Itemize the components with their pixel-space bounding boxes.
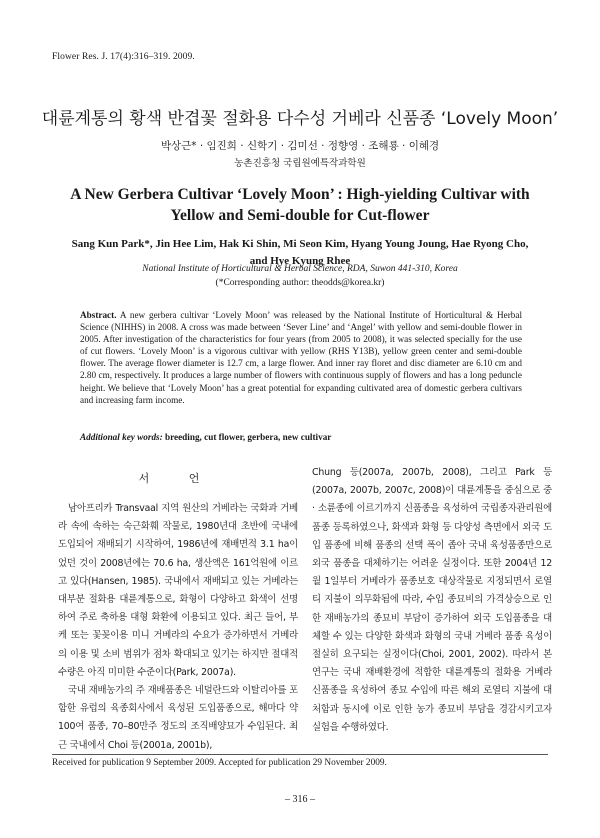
footnote-divider: [52, 754, 548, 755]
english-title: [40, 184, 560, 226]
korean-title: 대륜계통의 황색 반겹꽃 절화용 다수성 거베라 신품종 ‘Lovely Moon’: [41, 109, 559, 129]
english-title-line2: Yellow and Semi-double for Cut-flower: [170, 207, 430, 224]
section-heading-introduction: 서 언: [138, 472, 218, 485]
korean-authors: 박상근* · 임진희 · 신학기 · 김미선 · 정향영 · 조해룡 · 이혜경: [160, 140, 440, 152]
abstract-label: Abstract.: [80, 310, 117, 320]
intro-paragraph-2-continued: Chung 등(2007a, 2007b, 2008), 그리고 Park 등(2007a, 2007b, 2007c, 2008)이 대륜계통을 중심으로 중 · 소륜종에 이르기까지 신품종을 육성하여 국립종자관리원에 품종 등록하였으나, 화색과 화형 등 다양성 측면에서 외국 도입 품종에 비해 품종의 선택 폭이 좁아 국내 육성품종만으로 외국 품종을 대체하기는 어려운 실정이다. 또한 2004년 12월 1일부터 거베라가 품종보호 대상작물로 지정되면서 로열티 지불이 의무화됨에 따라, 수입 종묘비의 가격상승으로 인한 재배농가의 종묘비 부담이 증가하여 외국 도입품종을 대체할 수 있는 다양한 화색과 화형의 국내 거베라 품종 육성이 절실히 요구되는 실정이다(Choi, 2001, 2002). 따라서 본 연구는 국내 재배환경에 적합한 대륜계통의 절화용 거베라 신품종을 육성하여 종묘 수입에 따른 해외 로열티 지불에 대처함과 동시에 이로 인한 농가 종묘비 부담을 경감시키고자 실험을 수행하였다.: [312, 467, 552, 733]
intro-paragraph-2: 국내 재배농가의 주 재배품종은 네덜란드와 이탈리아를 포함한 유럽의 육종회사에서 육성된 도입품종으로, 해마다 약 100여 품종, 70–80만주 정도의 조직배양묘가 수입된다. 최근 국내에서 Choi 등(2001a, 2001b),: [58, 685, 298, 751]
journal-citation: Flower Res. J. 17(4):316–319. 2009.: [52, 52, 195, 62]
key-words-text: breeding, cut flower, gerbera, new cultivar: [162, 432, 332, 442]
abstract: [80, 309, 522, 406]
intro-paragraph-1: 남아프리카 Transvaal 지역 원산의 거베라는 국화과 거베라 속에 속하는 숙근화훼 작물로, 1980년대 초반에 국내에 도입되어 재배되기 시작하여, 1986년에 재배면적 3.1 ha이었던 것이 2008년에는 70.6 ha, 생산액은 161억원에 이르고 있다(Hansen, 1985). 국내에서 재배되고 있는 거베라는 대부분 절화용 대륜계통으로, 화형이 다양하고 화색이 선명하여 주로 축하용 대형 화환에 이용되고 있다. 최근 들어, 부케 또는 꽃꽂이용 미니 거베라의 수요가 증가하면서 거베라의 이용 및 소비 범위가 점차 확대되고 있기는 하지만 절대적 수량은 아직 미미한 수준이다(Park, 2007a).: [58, 503, 298, 678]
english-title-line1: A New Gerbera Cultivar ‘Lovely Moon’ : High-yielding Cultivar with: [70, 186, 530, 203]
abstract-text: A new gerbera cultivar ‘Lovely Moon’ was released by the National Institute of Horticultural & Herbal Science (NIHHS) in 2008. A cross was made between ‘Sever Line’ and ‘Angel’ with yellow and semi-double flower in 2005. After investigation of the characteristics for four years (from 2005 to 2008), it was selected specially for the use of cut flowers. ‘Lovely Moon’ is a vigorous cultivar with yellow (RHS Y13B), yellow green center and semi-double flower. The average flower diameter is 12.7 cm, a large flower. And inner ray floret and disc diameter are 6.10 cm and 2.80 cm, respectively. It produces a large number of flowers with continuous supply of flowers and has a long peduncle height. We believe that ‘Lovely Moon’ has a great potential for expanding cultivated area of domestic gerbera cultivars and increasing farm income.: [80, 310, 522, 405]
english-affiliation: National Institute of Horticultural & Herbal Science, RDA, Suwon 441-310, Korea: [142, 264, 458, 274]
body-column-left: [58, 500, 298, 755]
english-authors-line1: Sang Kun Park*, Jin Hee Lim, Hak Ki Shin, Mi Seon Kim, Hyang Young Joung, Hae Ryong Cho,: [71, 238, 529, 250]
key-words: [80, 432, 522, 442]
page-number: – 316 –: [285, 794, 315, 805]
body-column-right: [312, 464, 552, 737]
received-note: Received for publication 9 September 2009. Accepted for publication 29 November 2009.: [52, 758, 387, 768]
english-authors-line2: and Hye Kyung Rhee: [249, 255, 351, 267]
key-words-label: Additional key words:: [80, 432, 163, 442]
corresponding-author: (*Corresponding author: theodds@korea.kr): [215, 278, 385, 288]
korean-affiliation: 농촌진흥청 국립원예특작과학원: [234, 158, 366, 169]
